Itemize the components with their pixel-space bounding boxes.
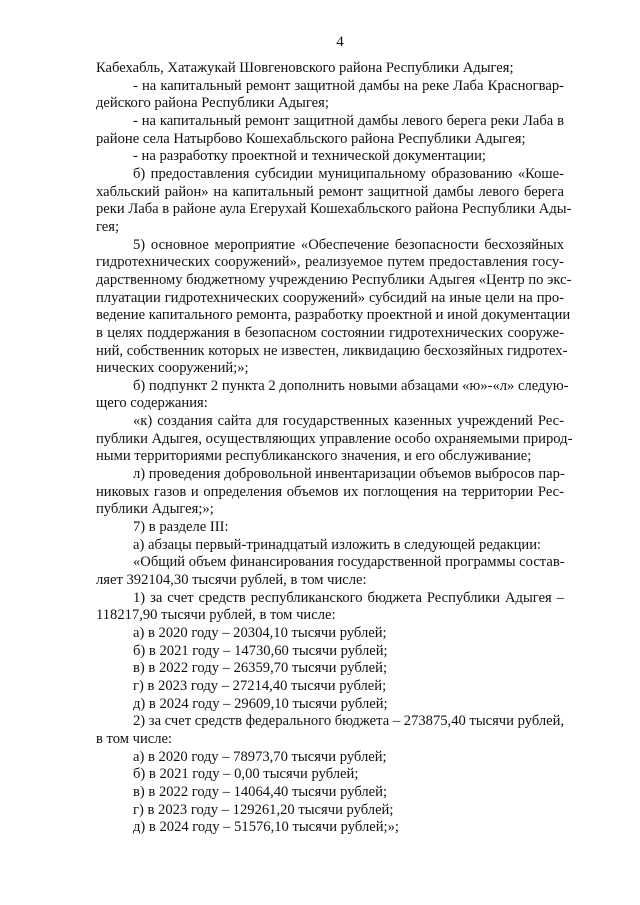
text-line: ляет 392104,30 тысячи рублей, в том числе: [96, 572, 367, 589]
text-line: «к) создания сайта для государственных казенных учреждений Рес- [133, 413, 564, 430]
text-line: д) в 2024 году – 29609,10 тысячи рублей; [133, 695, 388, 712]
text-line: гидротехнических сооружений», реализуемое путем предоставления госу- [96, 254, 564, 271]
text-line: в том числе: [96, 730, 173, 747]
text-line: 2) за счет средств федерального бюджета – 273875,40 тысячи рублей, [133, 713, 565, 730]
text-line: плуатации гидротехнических сооружений» субсидий на иные цели на про- [96, 289, 564, 306]
text-line: а) абзацы первый-тринадцатый изложить в следующей редакции: [133, 536, 542, 553]
document-body [96, 60, 573, 837]
text-line: Кабехабль, Хатажукай Шовгеновского района Республики Адыгея; [96, 60, 514, 76]
text-line: - на капитальный ремонт защитной дамбы левого берега реки Лаба в [133, 112, 564, 129]
text-line: б) предоставления субсидии муниципальному образованию «Коше- [133, 165, 564, 182]
text-line: ведение капитального ремонта, разработку проектной и иной документации [96, 307, 571, 324]
text-line: никовых газов и определения объемов их поглощения на территории Рес- [96, 483, 564, 500]
text-line: а) в 2020 году – 20304,10 тысячи рублей; [133, 625, 387, 641]
text-line: щего содержания: [96, 395, 208, 412]
text-line: хабльский район» на капитальный ремонт защитной дамбы левого берега [96, 183, 564, 200]
text-line: - на капитальный ремонт защитной дамбы на реке Лаба Красногвар- [133, 77, 564, 94]
text-line: реки Лаба в районе аула Егерухай Кошехабльского района Республики Ады- [96, 201, 572, 218]
text-line: публики Адыгея, осуществляющих управление особо охраняемыми природ- [96, 430, 573, 447]
text-line: гея; [96, 218, 120, 235]
text-line: районе села Натырбово Кошехабльского района Республики Адыгея; [96, 130, 526, 147]
text-line: б) в 2021 году – 0,00 тысячи рублей; [133, 766, 359, 783]
text-line: в) в 2022 году – 14064,40 тысячи рублей; [133, 783, 388, 800]
text-line: публики Адыгея;»; [96, 501, 214, 518]
text-line: д) в 2024 году – 51576,10 тысячи рублей;»; [133, 819, 399, 836]
text-line: ний, собственник которых не известен, ликвидацию бесхозяйных гидротех- [96, 342, 568, 359]
text-line: в) в 2022 году – 26359,70 тысячи рублей; [133, 660, 388, 677]
text-line: дейского района Республики Адыгея; [96, 95, 329, 112]
text-line: 118217,90 тысячи рублей, в том числе: [96, 607, 336, 624]
text-line: 7) в разделе III: [133, 519, 229, 536]
text-line: нических сооружений;»; [96, 360, 249, 377]
text-line: л) проведения добровольной инвентаризации объемов выбросов пар- [133, 466, 565, 483]
text-line: в целях поддержания в безопасном состоянии гидротехнических сооруже- [96, 324, 564, 341]
text-line: «Общий объем финансирования государственной программы состав- [133, 554, 565, 571]
text-line: 5) основное мероприятие «Обеспечение безопасности бесхозяйных [133, 236, 564, 253]
text-line: а) в 2020 году – 78973,70 тысячи рублей; [133, 748, 387, 765]
text-line: б) в 2021 году – 14730,60 тысячи рублей; [133, 642, 388, 659]
text-line: дарственному бюджетному учреждению Республики Адыгея «Центр по экс- [96, 271, 572, 288]
text-line: - на разработку проектной и технической документации; [133, 148, 486, 165]
text-line: 1) за счет средств республиканского бюджета Республики Адыгея – [133, 589, 564, 606]
text-line: ными территориями республиканского значения, и его обслуживание; [96, 448, 532, 465]
text-line: г) в 2023 году – 27214,40 тысячи рублей; [133, 677, 387, 694]
page-number: 4 [336, 34, 344, 50]
text-line: г) в 2023 году – 129261,20 тысячи рублей; [133, 801, 394, 818]
text-line: б) подпункт 2 пункта 2 дополнить новыми абзацами «ю»-«л» следую- [133, 377, 569, 394]
